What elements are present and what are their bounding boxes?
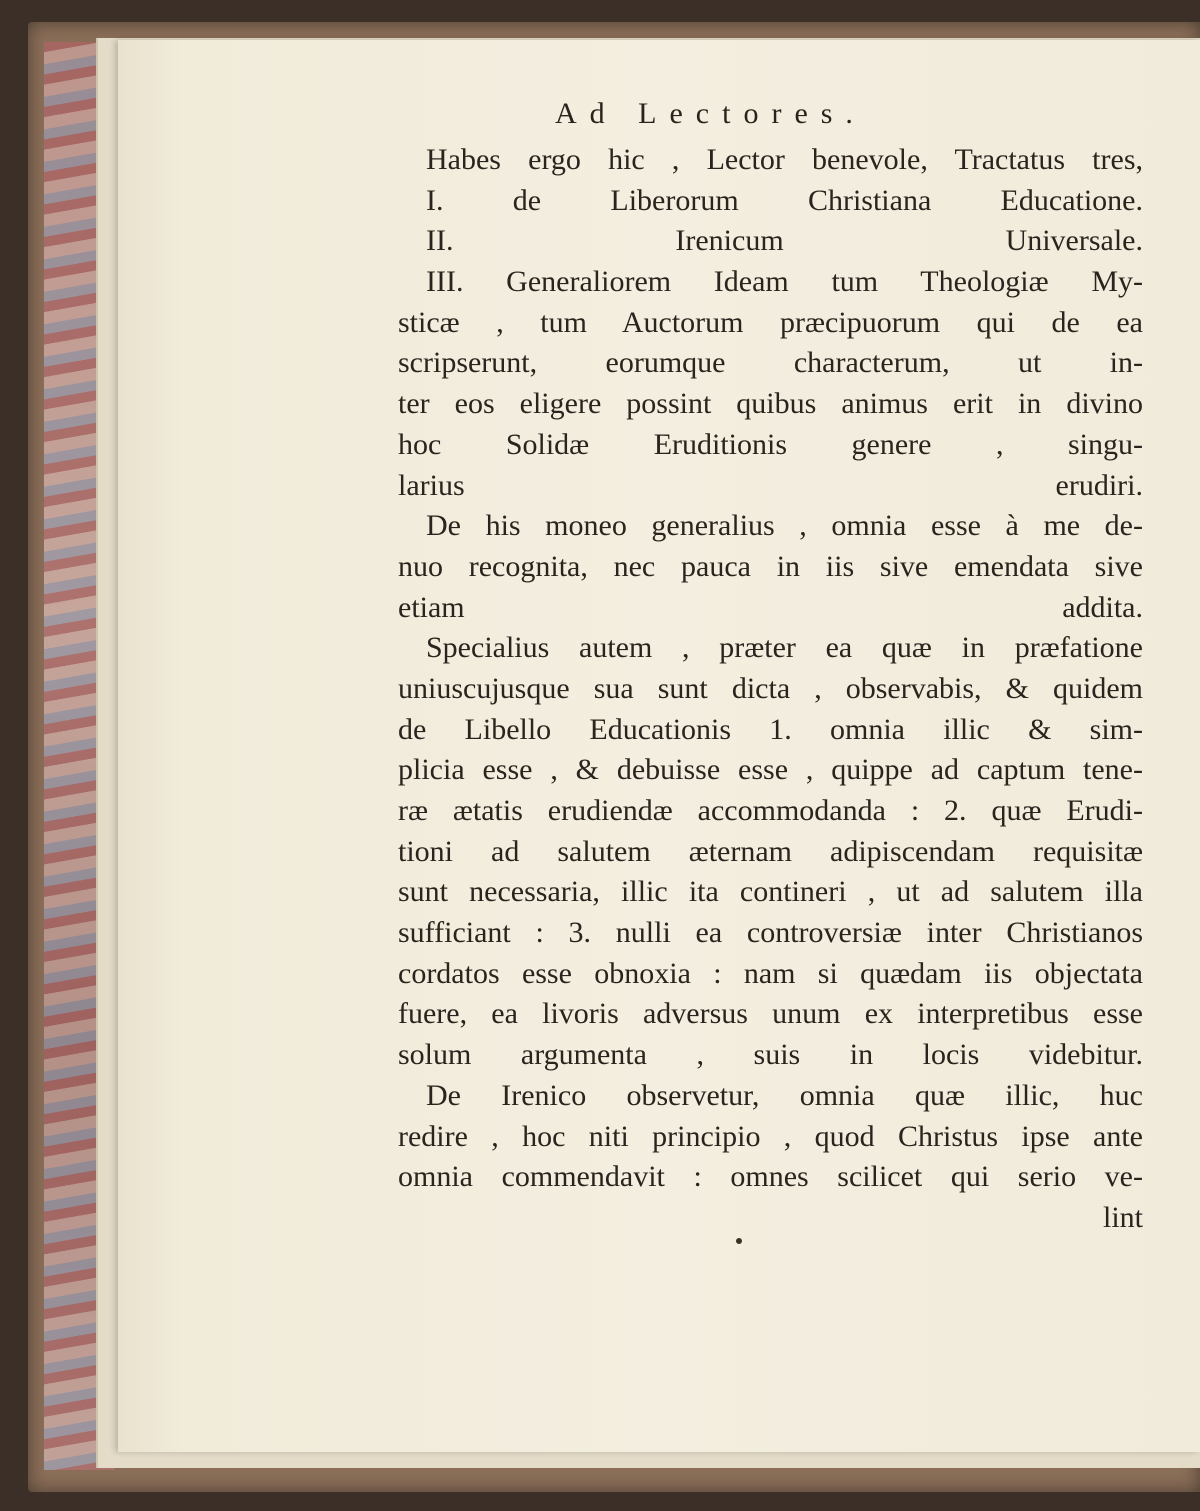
text-line: De Irenico observetur, omnia quæ illic, huc [426,1078,1143,1112]
text-line: sunt necessaria, illic ita contineri , ut ad salutem illa [398,875,1143,909]
text-line: De his moneo generalius , omnia esse à me de- [426,509,1143,543]
text-line: II. Irenicum Universale. [426,224,1143,258]
running-head: Ad Lectores. [555,97,866,130]
body-text [398,140,1143,1239]
text-line: etiam addita. [398,590,1143,624]
text-line: III. Generaliorem Ideam tum Theologiæ My- [426,265,1143,299]
signature-mark [736,1238,742,1244]
text-line: sticæ , tum Auctorum præcipuorum qui de ea [398,305,1143,339]
text-line: larius erudiri. [398,468,1143,502]
text-line: hoc Solidæ Eruditionis genere , singu- [398,427,1143,461]
text-line: sufficiant : 3. nulli ea controversiæ inter Christianos [398,916,1143,950]
text-line: I. de Liberorum Christiana Educatione. [426,183,1143,217]
text-line: de Libello Educationis 1. omnia illic & sim- [398,712,1143,746]
text-line: scripserunt, eorumque characterum, ut in- [398,346,1143,380]
text-line: plicia esse , & debuisse esse , quippe ad captum tene- [398,753,1143,787]
text-line: redire , hoc niti principio , quod Christus ipse ante [398,1119,1143,1153]
text-line: Specialius autem , præter ea quæ in præfatione [426,631,1143,665]
text-line: ræ ætatis erudiendæ accommodanda : 2. quæ Erudi- [398,794,1143,827]
text-line: cordatos esse obnoxia : nam si quædam iis objectata [398,956,1143,990]
text-line: fuere, ea livoris adversus unum ex interpretibus esse [398,997,1143,1031]
text-line: nuo recognita, nec pauca in iis sive emendata sive [398,549,1143,583]
text-line: tioni ad salutem æternam adipiscendam requisitæ [398,834,1143,868]
text-line: omnia commendavit : omnes scilicet qui serio ve- [398,1160,1143,1194]
text-line: ter eos eligere possint quibus animus erit in divino [398,387,1143,421]
text-line: solum argumenta , suis in locis videbitur. [398,1038,1143,1072]
text-line: uniuscujusque sua sunt dicta , observabis, & quidem [398,671,1143,705]
text-line: Habes ergo hic , Lector benevole, Tractatus tres, [426,143,1143,176]
catchword: lint [1102,1200,1143,1234]
